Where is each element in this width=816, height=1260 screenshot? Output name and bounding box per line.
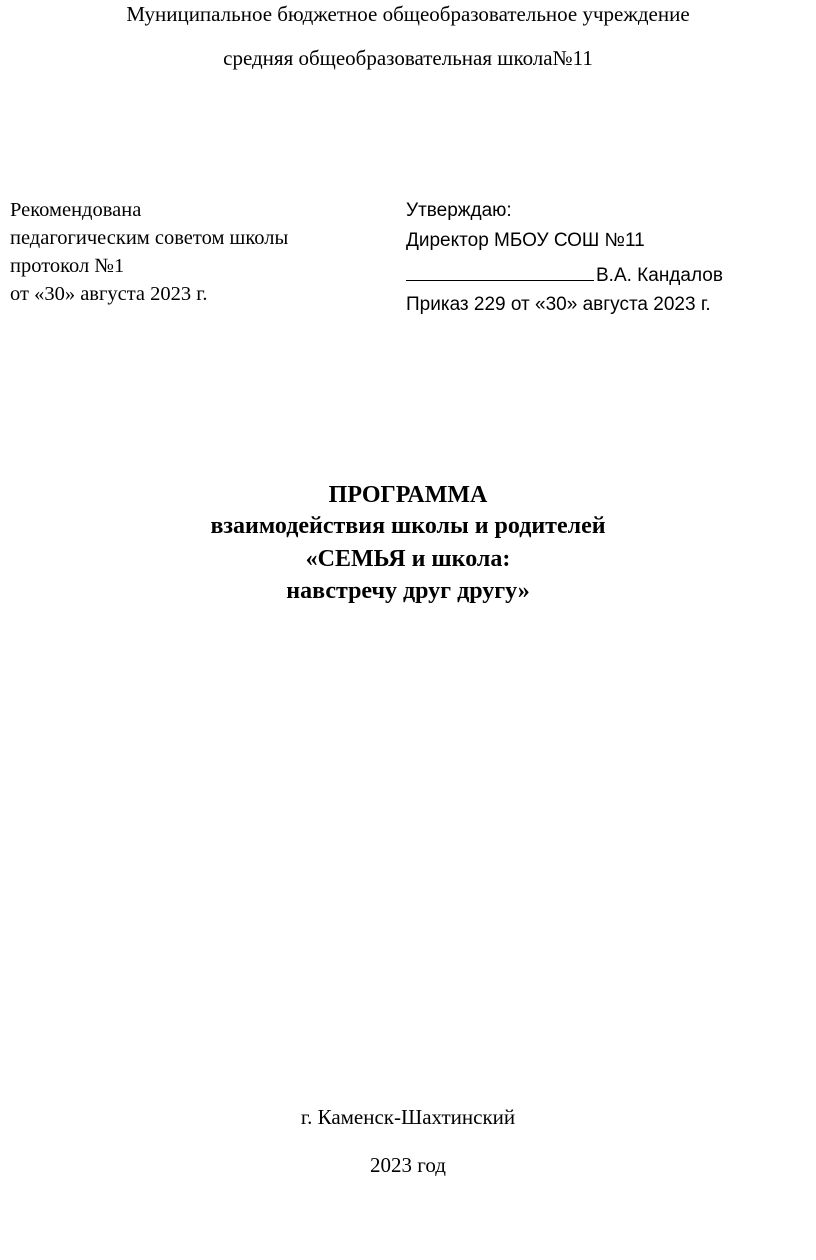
program-subtitle: взаимодействия школы и родителей [210, 513, 606, 539]
program-name-line1: «СЕМЬЯ и школа: [305, 546, 511, 572]
document-year: 2023 год [370, 1153, 446, 1177]
director-name: В.А. Кандалов [596, 265, 723, 286]
program-name-line2: навстречу друг другу» [286, 578, 530, 604]
approval-director: Директор МБОУ СОШ №11 [406, 230, 645, 251]
recommended-council: педагогическим советом школы [10, 227, 289, 249]
institution-name: Муниципальное бюджетное общеобразовательное учреждение [126, 2, 690, 26]
approval-label: Утверждаю: [406, 200, 512, 221]
school-name: средняя общеобразовательная школа№11 [223, 46, 593, 70]
signature-line [406, 262, 594, 281]
city-name: г. Каменск-Шахтинский [300, 1105, 516, 1129]
approval-signature [406, 262, 723, 287]
recommended-date: от «30» августа 2023 г. [10, 283, 208, 305]
recommended-protocol: протокол №1 [10, 255, 125, 277]
program-title: ПРОГРАММА [328, 482, 488, 508]
approval-order: Приказ 229 от «30» августа 2023 г. [406, 294, 711, 315]
recommended-label: Рекомендована [10, 199, 142, 221]
